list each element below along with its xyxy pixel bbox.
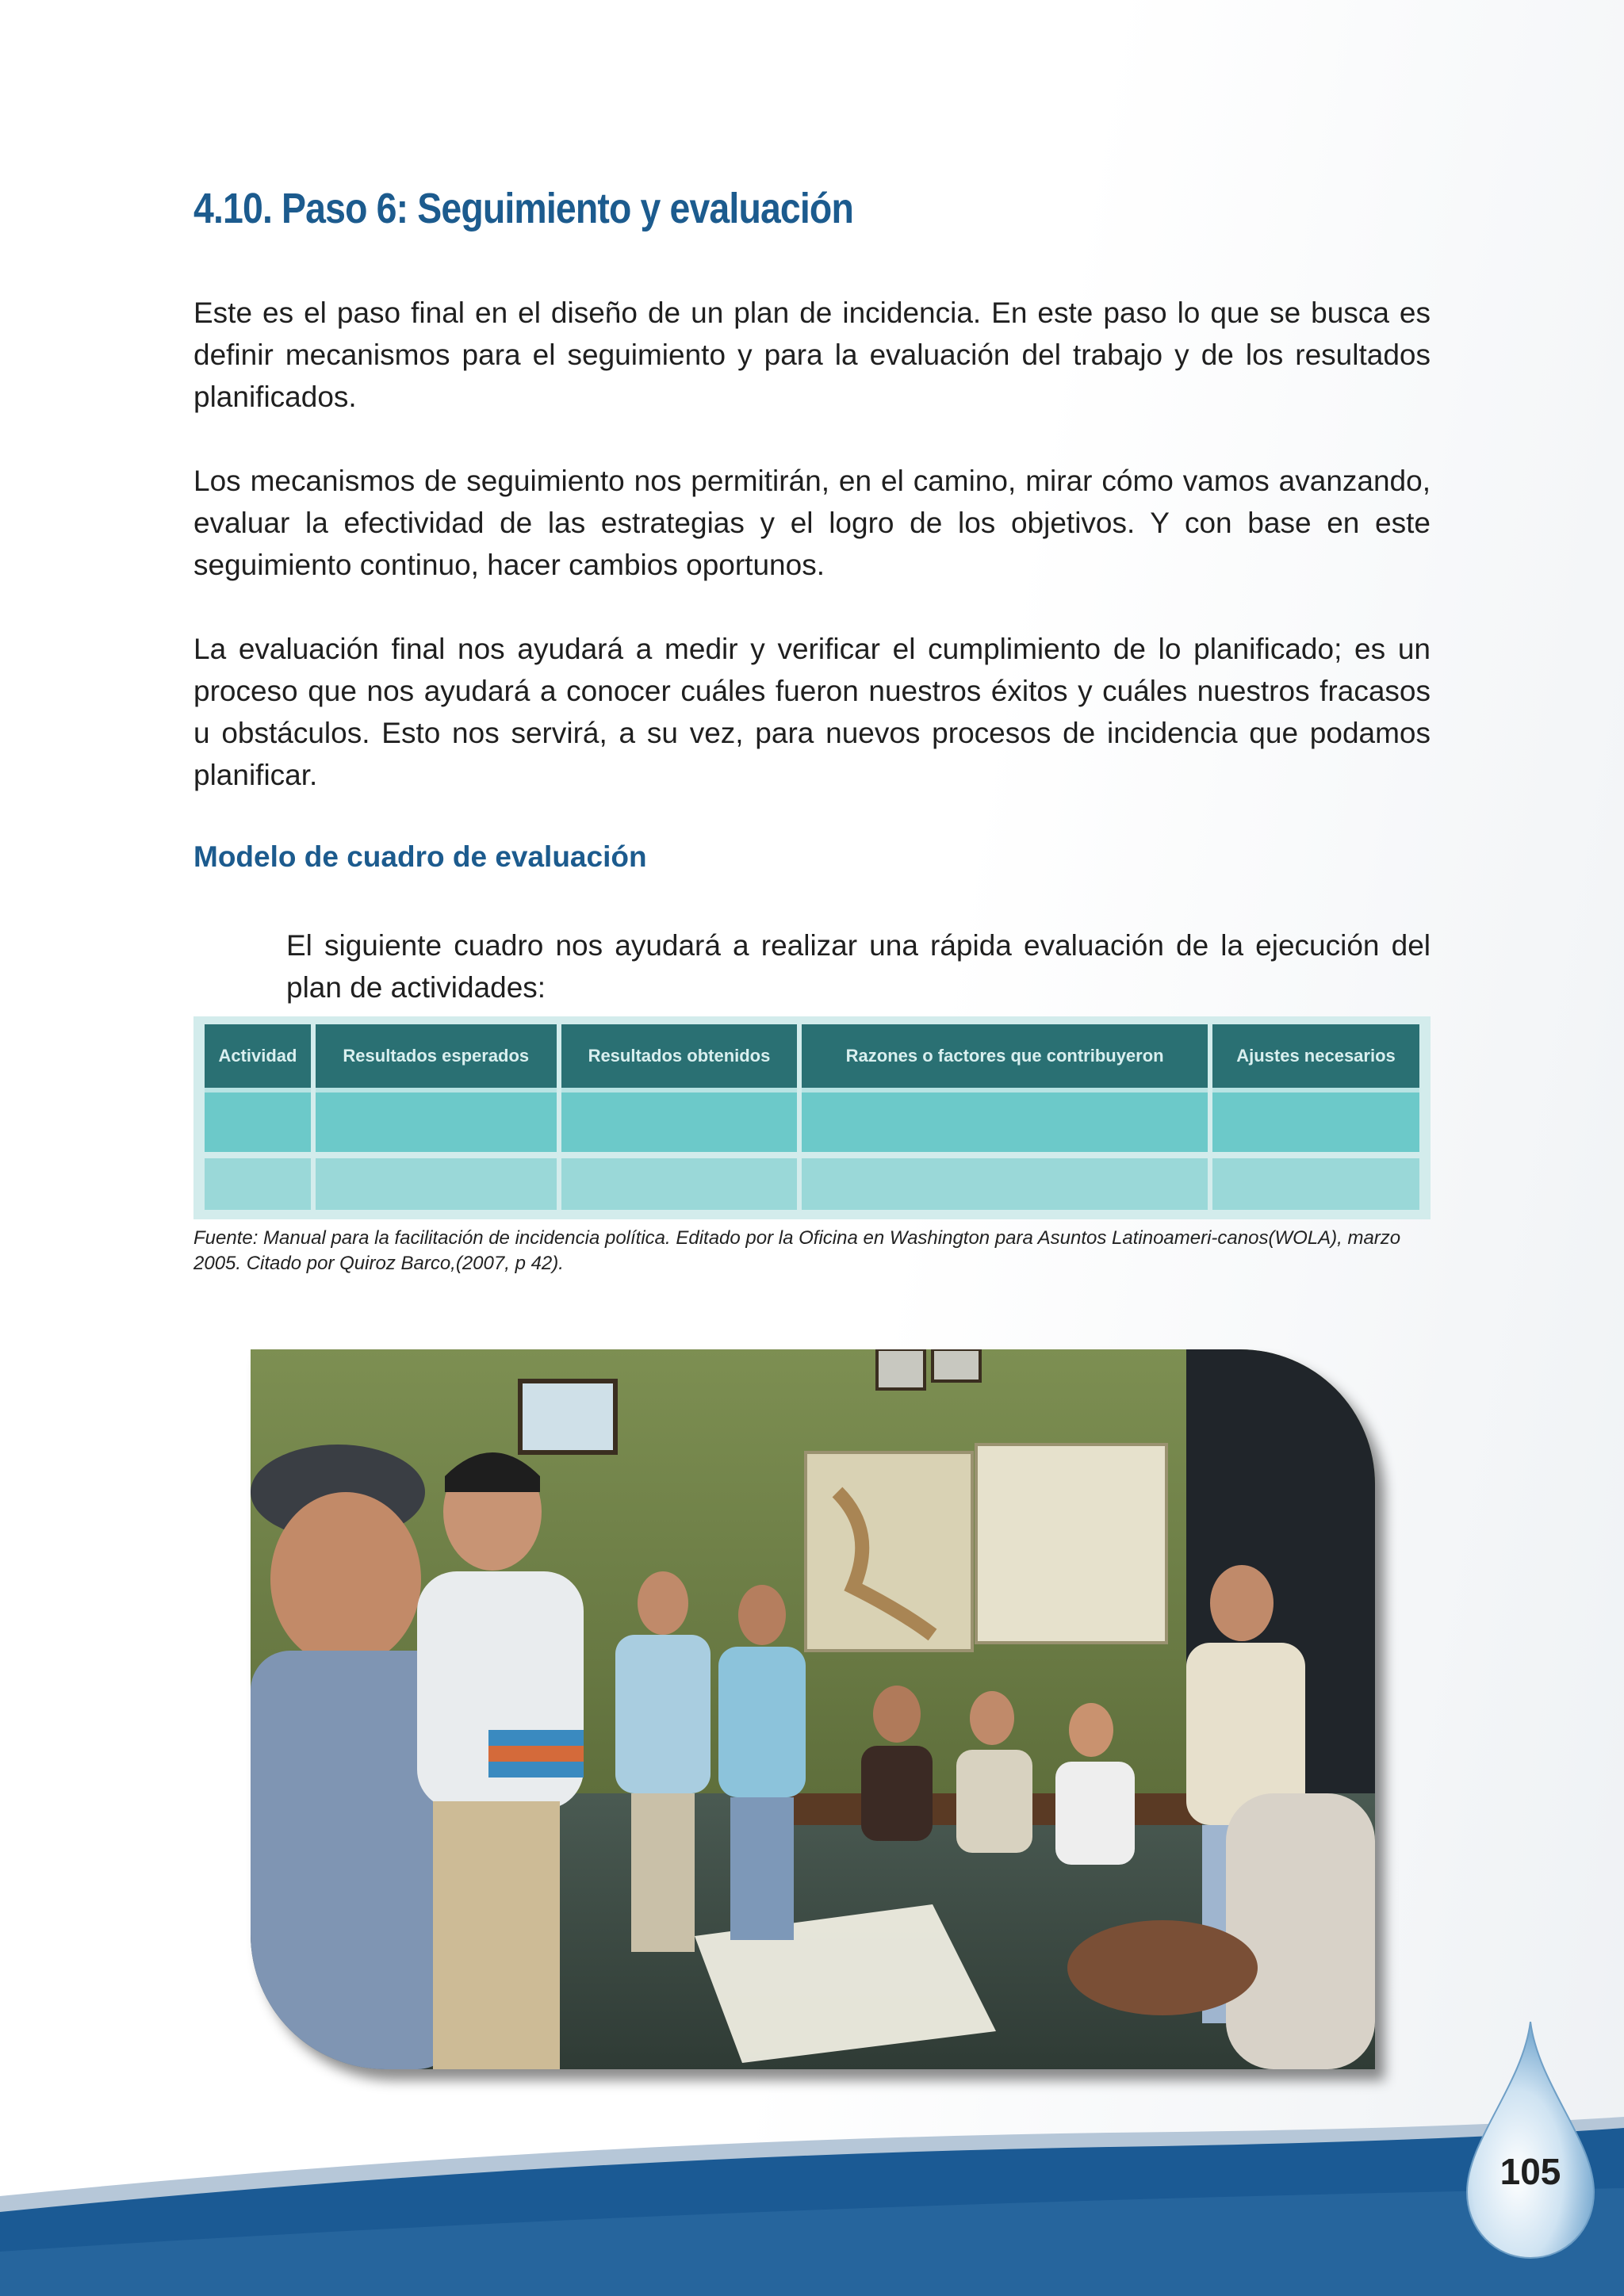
table-cell — [205, 1088, 311, 1152]
source-note: Fuente: Manual para la facilitación de incidencia política. Editado por la Oficina en Washington para Asuntos Latinoameri-canos(WOLA), marzo 2005. Citado por Quiroz Barco,(2007, p 42). — [193, 1227, 1401, 1274]
table-cell — [316, 1152, 557, 1210]
evaluation-table — [200, 1024, 1424, 1210]
subheading: Modelo de cuadro de evaluación — [193, 840, 647, 873]
table-cell — [561, 1088, 798, 1152]
table-cell — [205, 1152, 311, 1210]
table-row — [205, 1152, 1419, 1210]
table-cell — [561, 1152, 798, 1210]
page-number: 105 — [1500, 2151, 1561, 2192]
footer-wave — [0, 2101, 1624, 2296]
paragraph-2: Los mecanismos de seguimiento nos permitirán, en el camino, mirar cómo vamos avanzando, evaluar la efectividad de las estrategias y el logro de los objetivos. Y con base en este seguimiento continuo, hacer cambios oportunos. — [193, 465, 1431, 581]
table-header-cell: Razones o factores que contribuyeron — [802, 1024, 1208, 1088]
table-cell — [1212, 1088, 1419, 1152]
water-drop-icon — [1463, 2022, 1598, 2260]
section-title: 4.10. Paso 6: Seguimiento y evaluación — [193, 185, 853, 232]
table-cell — [802, 1152, 1208, 1210]
table-header-cell: Resultados esperados — [316, 1024, 557, 1088]
group-meeting-photo — [251, 1349, 1375, 2069]
table-cell — [1212, 1152, 1419, 1210]
table-row — [205, 1088, 1419, 1152]
photo-illustration — [251, 1349, 1375, 2069]
table-intro: El siguiente cuadro nos ayudará a realizar una rápida evaluación de la ejecución del plan de actividades: — [286, 929, 1431, 1004]
table-header-cell: Ajustes necesarios — [1212, 1024, 1419, 1088]
table-cell — [316, 1088, 557, 1152]
evaluation-table-container — [193, 1016, 1431, 1219]
table-cell — [802, 1088, 1208, 1152]
table-header-cell: Resultados obtenidos — [561, 1024, 798, 1088]
paragraph-3: La evaluación final nos ayudará a medir y verificar el cumplimiento de lo planificado; es un proceso que nos ayudará a conocer cuáles fueron nuestros éxitos y cuáles nuestros fracasos u obstáculos. Esto nos servirá, a su vez, para nuevos procesos de incidencia que podamos planificar. — [193, 633, 1431, 791]
table-header-row — [205, 1024, 1419, 1088]
table-header-cell: Actividad — [205, 1024, 311, 1088]
paragraph-1: Este es el paso final en el diseño de un plan de incidencia. En este paso lo que se busca es definir mecanismos para el seguimiento y para la evaluación del trabajo y de los resultados planificados. — [193, 297, 1431, 413]
